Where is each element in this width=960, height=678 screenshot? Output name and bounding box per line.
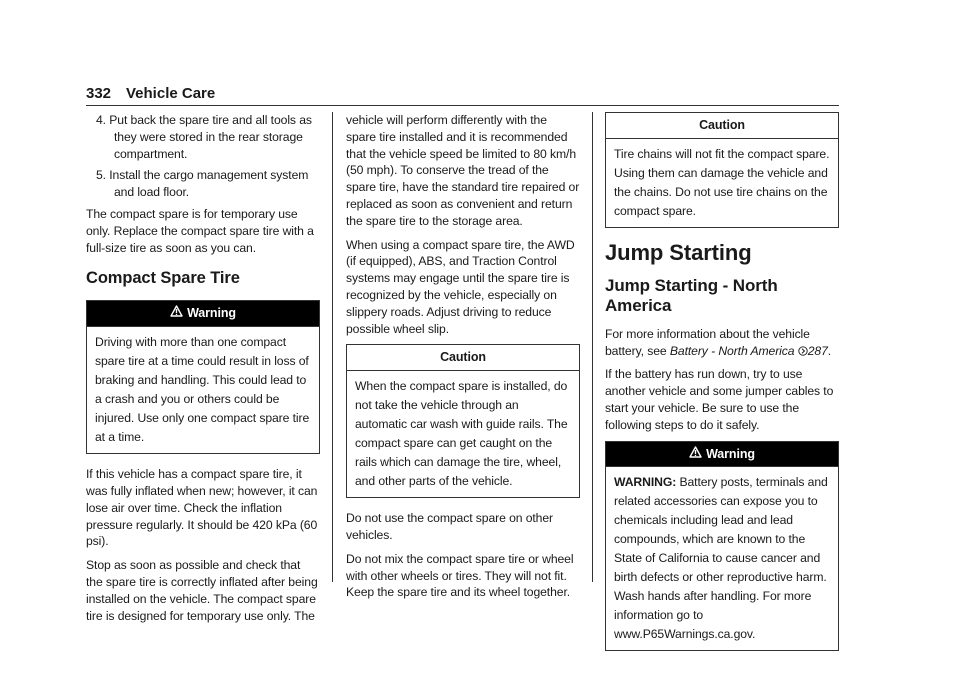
chapter-heading: Jump Starting <box>605 239 752 265</box>
warning-title <box>606 442 838 468</box>
paragraph: Do not use the compact spare on other vehicles. <box>346 511 553 542</box>
section-title: Vehicle Care <box>126 85 216 102</box>
cross-reference-link[interactable]: Battery - North America <box>669 343 795 358</box>
page-number: 332 <box>86 85 112 102</box>
caution-box <box>346 344 580 498</box>
paragraph: Stop as soon as possible and check that the spare tire is correctly inflated after being installed on the vehicle. The compact spare tire is designed for temporary use only. The <box>86 558 318 623</box>
page-reference-arrow-icon <box>798 346 808 356</box>
warning-text: Driving with more than one compact spare tire at a time could result in loss of braking and handling. This could lead to a crash and you or others could be injured. Use only one compact spare tire at a time. <box>95 335 310 445</box>
paragraph: vehicle will perform differently with the spare tire installed and it is recommended that the vehicle speed be limited to 80 km/h (50 mph). To conserve the tread of the spare tire, have the standard tire repaired or replaced as soon as convenient and return the spare tire to the storage area. <box>346 113 580 228</box>
caution-title: Caution <box>606 113 838 139</box>
paragraph: Do not mix the compact spare tire or wheel with other wheels or tires. They will not fit. Keep the spare tire and its wheel together. <box>346 551 574 600</box>
column-divider <box>592 112 593 582</box>
warning-triangle-icon <box>170 305 183 317</box>
paragraph: When using a compact spare tire, the AWD (if equipped), ABS, and Traction Control systems may engage until the spare tire is recognized by the vehicle, especially on slippery roads. Adjust driving to reduce possible wheel slip. <box>346 237 575 336</box>
warning-triangle-icon <box>689 446 702 458</box>
caution-text: Tire chains will not fit the compact spare. Using them can damage the vehicle and the chains. Do not use tire chains on the compact spare. <box>614 146 830 218</box>
cross-reference-page[interactable]: 287 <box>807 343 828 358</box>
warning-box <box>86 300 320 454</box>
warning-box <box>605 441 839 652</box>
warning-text <box>606 467 838 650</box>
column-divider <box>332 112 333 582</box>
paragraph-text: . <box>827 343 832 358</box>
step-4: 4. Put back the spare tire and all tools as they were stored in the rear storage compartment. <box>96 113 312 161</box>
warning-title <box>87 301 319 327</box>
caution-text: When the compact spare is installed, do not take the vehicle through an automatic car wash with guide rails. The compact spare can get caught on the rails which can damage the tire, wheel, and other parts of the vehicle. <box>355 379 568 489</box>
warning-label: Warning <box>187 306 236 321</box>
column-1 <box>86 112 320 631</box>
paragraph <box>605 326 839 360</box>
warning-lead: WARNING: <box>614 475 677 490</box>
section-heading: Compact Spare Tire <box>86 269 240 288</box>
paragraph-text: For more information about the vehicle battery, see <box>605 326 810 358</box>
paragraph: If the battery has run down, try to use another vehicle and some jumper cables to start your vehicle. Be sure to use the following steps to do it safely. <box>605 367 834 432</box>
caution-title: Caution <box>347 345 579 371</box>
page-header <box>86 83 839 106</box>
section-heading: Jump Starting - North America <box>605 275 778 315</box>
paragraph: If this vehicle has a compact spare tire, it was fully inflated when new; however, it can lose air over time. Check the inflation pressure regularly. It should be 420 kPa (60 psi). <box>86 467 318 549</box>
column-2 <box>346 112 580 608</box>
warning-label: Warning <box>706 446 755 461</box>
column-3 <box>605 112 839 663</box>
caution-box <box>605 112 839 228</box>
step-5: 5. Install the cargo management system and load floor. <box>96 168 309 200</box>
paragraph: The compact spare is for temporary use only. Replace the compact spare tire with a full-size tire as soon as you can. <box>86 206 314 255</box>
warning-body: Battery posts, terminals and related accessories can expose you to chemicals including lead and lead compounds, which are known to the State of California to cause cancer and birth defects or other reproductive harm. Wash hands after handling. For more information go to www.P65Warnings.ca.gov. <box>614 475 828 642</box>
